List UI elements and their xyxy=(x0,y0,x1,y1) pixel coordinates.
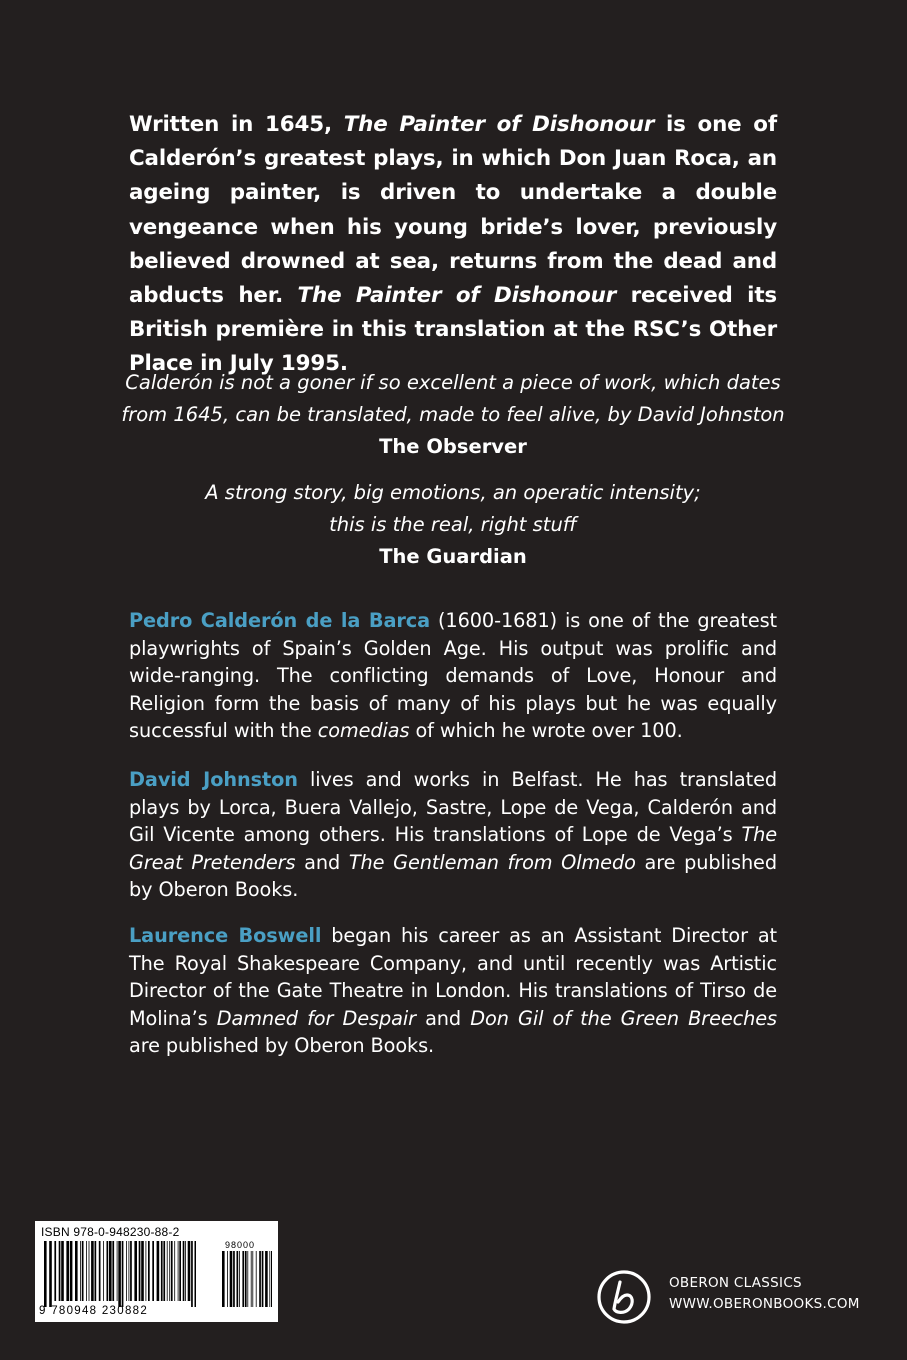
bio-name: Laurence Boswell xyxy=(129,924,322,947)
blurb-title-1: The Painter of Dishonour xyxy=(343,112,655,137)
synopsis-blurb xyxy=(129,108,777,382)
barcode-addon-digits: 98000 xyxy=(225,1240,256,1250)
bio-text: lives and works in Belfast. He has translated plays by Lorca, Buera Vallejo, Sastre, Lope de Vega, Calderón and Gil Vicente among others. His translations of Lope de Vega’s xyxy=(129,768,777,846)
blurb-text-3: received its British première in this translation at the RSC’s Other Place in July 1995. xyxy=(129,283,778,377)
quote-source: The Guardian xyxy=(379,545,527,568)
quote-source: The Observer xyxy=(379,435,527,458)
review-quote-observer xyxy=(110,367,796,463)
isbn-barcode xyxy=(35,1221,278,1322)
bio-italic: The Great Pretenders xyxy=(129,823,777,874)
quote-line: from 1645, can be translated, made to feel alive, by David Johnston xyxy=(121,403,785,426)
bio-text: (1600-1681) is one of the greatest playwrights of Spain’s Golden Age. His output was prolific and wide-ranging. The conflicting demands of Love, Honour and Religion form the basis of many of his plays but he was equally successful with the xyxy=(129,609,777,742)
bio-boswell xyxy=(129,922,777,1060)
bio-name: Pedro Calderón de la Barca xyxy=(129,609,431,632)
barcode-ean-digits: 9 780948 230882 xyxy=(39,1305,149,1317)
review-quote-guardian xyxy=(110,477,796,573)
quote-line: A strong story, big emotions, an operatic intensity; xyxy=(205,481,701,504)
bio-calderon xyxy=(129,607,777,745)
bio-text: began his career as an Assistant Director at The Royal Shakespeare Company, and until recently was Artistic Director of the Gate Theatre in London. His translations of Tirso de Molina’s xyxy=(129,924,777,1030)
oberon-logo-icon xyxy=(596,1269,652,1325)
blurb-text-1: Written in 1645, xyxy=(129,112,344,137)
bio-text: and xyxy=(295,850,349,874)
blurb-title-2: The Painter of Dishonour xyxy=(297,283,617,309)
bio-italic: The Gentleman from Olmedo xyxy=(348,850,636,874)
publisher-imprint xyxy=(669,1273,860,1315)
bio-italic: comedias xyxy=(317,719,410,742)
quote-line: Calderón is not a goner if so excellent a piece of work, which dates xyxy=(125,371,781,394)
barcode-addon-bars-icon xyxy=(222,1251,272,1307)
isbn-label: ISBN 978-0-948230-88-2 xyxy=(41,1225,180,1239)
blurb-text-2: is one of Calderón’s greatest plays, in which Don Juan Roca, an ageing painter, is driven to undertake a double vengeance when his young bride’s lover, previously believed drowned at sea, returns from the dead and abducts her. xyxy=(129,112,777,309)
barcode-bars-icon xyxy=(44,1241,196,1307)
bio-text: of which he wrote over 100. xyxy=(409,719,683,742)
bio-text: and xyxy=(415,1006,471,1030)
bio-text: are published by Oberon Books. xyxy=(129,850,777,901)
bio-johnston xyxy=(129,766,777,904)
series-name: OBERON CLASSICS xyxy=(669,1275,802,1291)
bio-name: David Johnston xyxy=(129,768,298,791)
bio-text: are published by Oberon Books. xyxy=(129,1034,435,1057)
bio-italic: Don Gil of the Green Breeches xyxy=(470,1006,777,1030)
publisher-url: WWW.OBERONBOOKS.COM xyxy=(669,1296,860,1312)
bio-italic: Damned for Despair xyxy=(216,1006,416,1030)
quote-line: this is the real, right stuff xyxy=(329,513,577,536)
